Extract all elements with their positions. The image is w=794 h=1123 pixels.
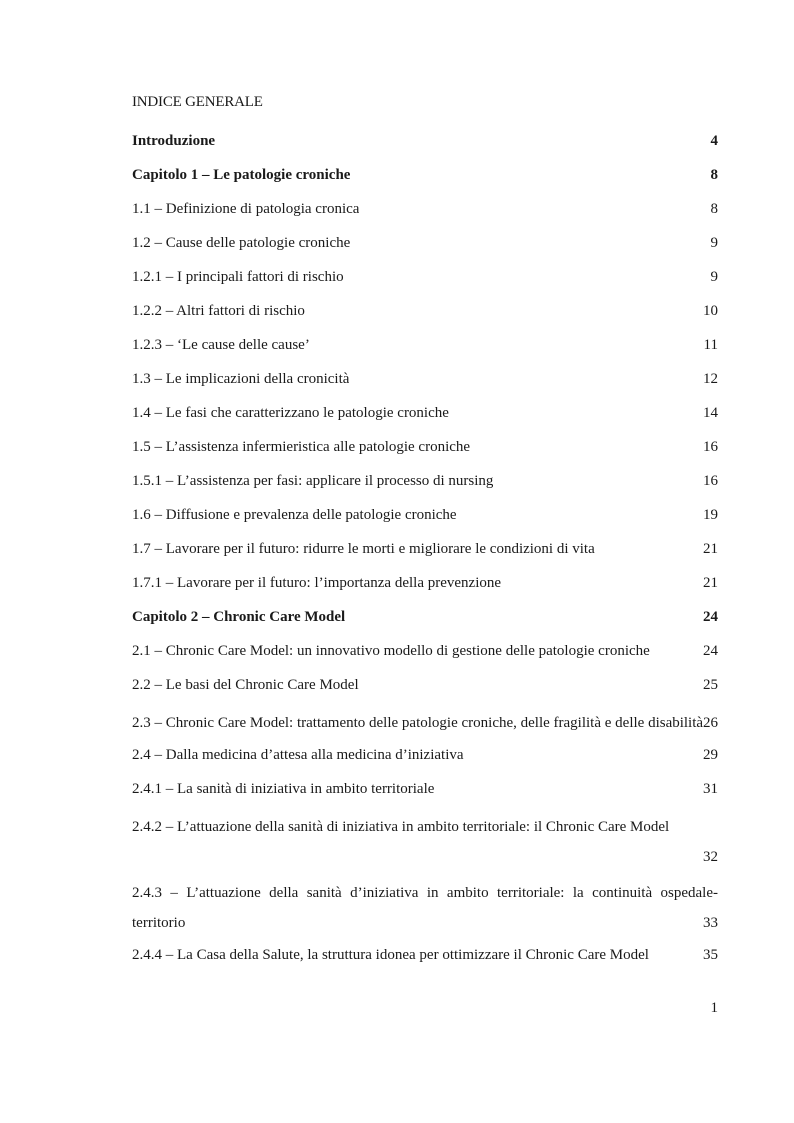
toc-entry-title: 1.3 – Le implicazioni della cronicità (132, 371, 350, 387)
toc-entry-title: 2.2 – Le basi del Chronic Care Model (132, 677, 359, 693)
toc-entry-page: 29 (703, 747, 718, 763)
toc-entry (132, 674, 718, 708)
toc-entry (132, 232, 718, 266)
toc-entry-page: 16 (703, 439, 718, 455)
toc-entry-page: 21 (703, 575, 718, 591)
toc-entry (132, 944, 718, 978)
toc-entry-title: 1.4 – Le fasi che caratterizzano le patologie croniche (132, 405, 449, 421)
toc-entry (132, 812, 718, 878)
toc-entry-title: 1.7 – Lavorare per il futuro: ridurre le morti e migliorare le condizioni di vita (132, 541, 595, 557)
toc-entry-title: Introduzione (132, 133, 216, 149)
toc-heading: INDICE GENERALE (132, 94, 263, 110)
toc-entry (132, 368, 718, 402)
toc-entry (132, 708, 718, 744)
page-number: 1 (710, 1000, 718, 1016)
toc-entry (132, 300, 718, 334)
toc-entry-page: 25 (703, 677, 718, 693)
toc-entry-title: 1.2.3 – ‘Le cause delle cause’ (132, 337, 310, 353)
toc-entry-title: 2.1 – Chronic Care Model: un innovativo modello di gestione delle patologie croniche (132, 643, 650, 659)
toc-entry-page: 21 (703, 541, 718, 557)
toc-entry-page: 32 (703, 849, 718, 865)
toc-entry-title: 2.4.4 – La Casa della Salute, la struttura idonea per ottimizzare il Chronic Care Model (132, 947, 649, 963)
toc-entry-page: 9 (710, 269, 718, 285)
toc-entry (132, 878, 718, 944)
toc-entry (132, 606, 718, 640)
toc-entry-title: 1.7.1 – Lavorare per il futuro: l’importanza della prevenzione (132, 575, 502, 591)
toc-entry-title: 2.3 – Chronic Care Model: trattamento delle patologie croniche, delle fragilità e delle disabilità (132, 715, 704, 731)
toc-entry-page: 8 (710, 201, 718, 217)
toc-entry-title: 1.2 – Cause delle patologie croniche (132, 235, 351, 251)
toc-entry-page: 35 (703, 947, 718, 963)
toc-entry-title: Capitolo 1 – Le patologie croniche (132, 167, 351, 183)
toc-entry (132, 402, 718, 436)
toc-entry (132, 778, 718, 812)
toc-entry-page: 24 (703, 609, 718, 625)
toc-entry-page: 14 (703, 405, 718, 421)
toc-entry-title: 2.4.2 – L’attuazione della sanità di iniziativa in ambito territoriale: il Chronic Care Model (132, 819, 670, 835)
toc-entry-title: Capitolo 2 – Chronic Care Model (132, 609, 346, 625)
toc-entry-page: 19 (703, 507, 718, 523)
toc-entry-title: 2.4 – Dalla medicina d’attesa alla medicina d’iniziativa (132, 747, 464, 763)
toc-entry (132, 470, 718, 504)
toc-entry-title: 2.4.3 – L’attuazione della sanità d’iniziativa in ambito territoriale: la continuità ospedale-territorio (132, 885, 718, 931)
toc-entry-title: 2.4.1 – La sanità di iniziativa in ambito territoriale (132, 781, 435, 797)
toc-entry (132, 266, 718, 300)
table-of-contents (132, 130, 718, 978)
toc-entry-title: 1.5 – L’assistenza infermieristica alle patologie croniche (132, 439, 471, 455)
toc-entry-page: 12 (703, 371, 718, 387)
toc-entry-page: 9 (710, 235, 718, 251)
toc-entry (132, 504, 718, 538)
toc-entry-page: 11 (703, 337, 718, 353)
toc-entry-page: 4 (710, 133, 718, 149)
toc-entry-page: 16 (703, 473, 718, 489)
toc-entry (132, 640, 718, 674)
toc-entry (132, 334, 718, 368)
toc-entry (132, 436, 718, 470)
toc-entry-page: 10 (703, 303, 718, 319)
toc-entry-page: 8 (710, 167, 718, 183)
toc-entry-title: 1.2.2 – Altri fattori di rischio (132, 303, 305, 319)
toc-entry (132, 164, 718, 198)
toc-entry-page: 31 (703, 781, 718, 797)
toc-entry-page: 33 (703, 915, 718, 931)
toc-entry-page: 24 (703, 643, 718, 659)
toc-entry (132, 130, 718, 164)
toc-entry (132, 198, 718, 232)
toc-entry-title: 1.5.1 – L’assistenza per fasi: applicare il processo di nursing (132, 473, 494, 489)
toc-entry-title: 1.6 – Diffusione e prevalenza delle patologie croniche (132, 507, 457, 523)
toc-entry-title: 1.1 – Definizione di patologia cronica (132, 201, 360, 217)
toc-entry (132, 572, 718, 606)
toc-entry (132, 744, 718, 778)
toc-entry (132, 538, 718, 572)
toc-entry-title: 1.2.1 – I principali fattori di rischio (132, 269, 344, 285)
toc-entry-page: 26 (703, 715, 718, 731)
